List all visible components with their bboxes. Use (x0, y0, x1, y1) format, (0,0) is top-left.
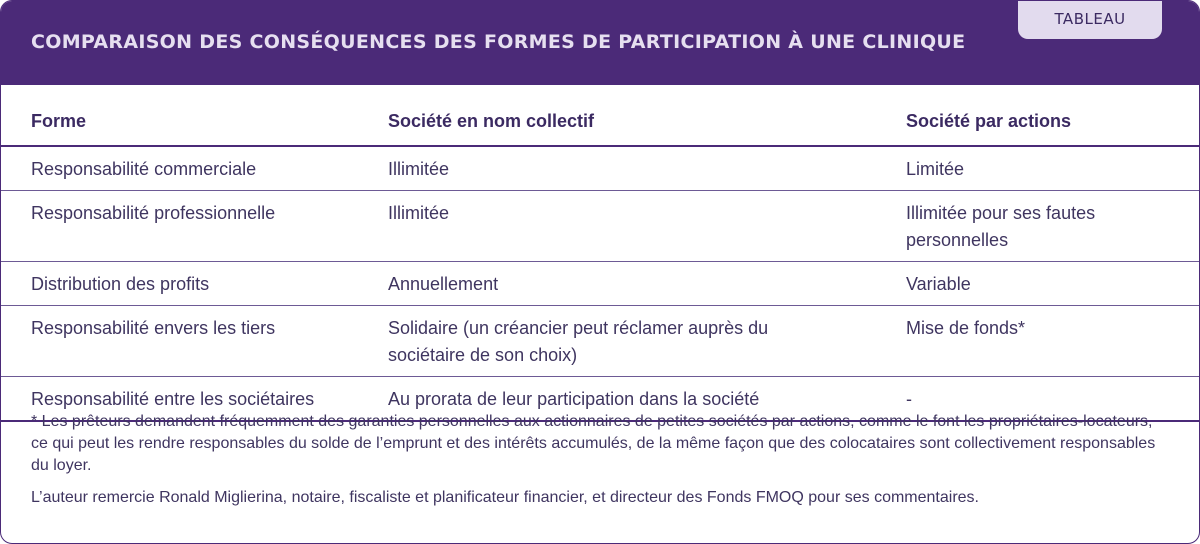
table-row (1, 191, 1199, 262)
row-label: Responsabilité entre les sociétaires (1, 377, 388, 422)
table-row (1, 306, 1199, 377)
cell-spa: Variable (906, 262, 1199, 306)
row-label: Responsabilité commerciale (1, 146, 388, 191)
cell-snc: Illimitée (388, 191, 906, 262)
cell-snc: Illimitée (388, 146, 906, 191)
cell-spa: Mise de fonds* (906, 306, 1199, 377)
column-header-snc: Société en nom collectif (388, 101, 906, 146)
table-row (1, 146, 1199, 191)
cell-spa: Limitée (906, 146, 1199, 191)
cell-spa: Illimitée pour ses fautes personnelles (906, 191, 1199, 262)
tableau-tag (1018, 1, 1162, 39)
table-notes (31, 411, 1171, 519)
cell-snc: Au prorata de leur participation dans la société (388, 377, 906, 422)
column-header-spa: Société par actions (906, 101, 1199, 146)
cell-snc: Solidaire (un créancier peut réclamer auprès du sociétaire de son choix) (388, 306, 906, 377)
row-label: Responsabilité professionnelle (1, 191, 388, 262)
comparison-table (1, 101, 1199, 422)
acknowledgement: L’auteur remercie Ronald Miglierina, notaire, fiscaliste et planificateur financier, et directeur des Fonds FMOQ pour ses commentaires. (31, 489, 979, 506)
row-label: Responsabilité envers les tiers (1, 306, 388, 377)
tableau-tag-label: TABLEAU (1054, 10, 1126, 28)
table-row (1, 262, 1199, 306)
footnote: * Les prêteurs demandent fréquemment des garanties personnelles aux actionnaires de petites sociétés par actions, comme le font les propriétaires-locateurs, ce qui peut les rendre responsables du solde de l’emprunt et des intérêts accumulés, de la même façon que des colocataires sont collectivement responsables du loyer. (31, 413, 1156, 474)
cell-spa: - (906, 377, 1199, 422)
row-label: Distribution des profits (1, 262, 388, 306)
cell-snc: Annuellement (388, 262, 906, 306)
column-header-forme: Forme (1, 101, 388, 146)
table-header-row (1, 101, 1199, 146)
table-title: COMPARAISON DES CONSÉQUENCES DES FORMES DE PARTICIPATION À UNE CLINIQUE (31, 31, 966, 53)
